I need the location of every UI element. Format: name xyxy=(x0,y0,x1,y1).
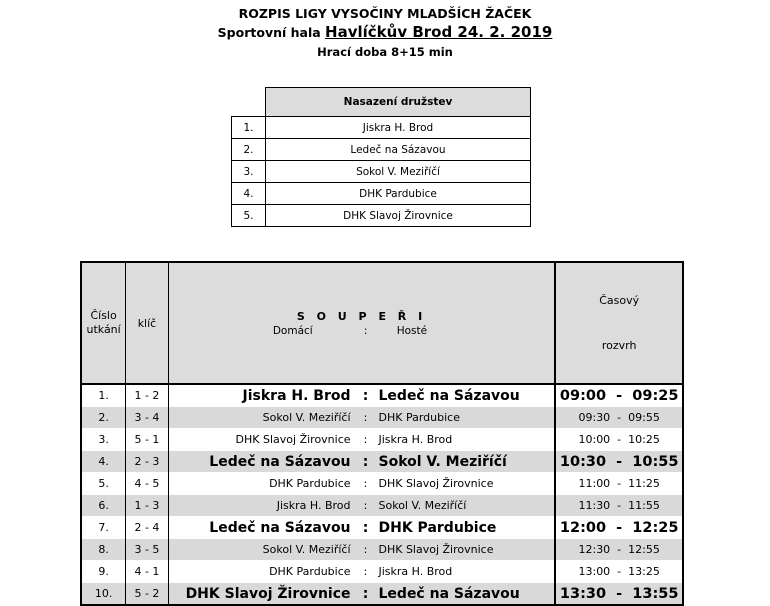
home-team: Ledeč na Sázavou xyxy=(168,517,354,539)
seeding-num: 1. xyxy=(232,117,266,139)
away-team: Ledeč na Sázavou xyxy=(377,384,556,407)
match-time: 10:00 - 10:25 xyxy=(555,429,683,451)
score-separator: : xyxy=(355,561,377,583)
match-number: 9. xyxy=(81,561,126,583)
match-number: 4. xyxy=(81,451,126,473)
seeding-team: Jiskra H. Brod xyxy=(266,117,531,139)
home-team: Ledeč na Sázavou xyxy=(168,451,354,473)
seeding-row xyxy=(232,183,531,205)
match-key: 3 - 4 xyxy=(126,407,168,429)
score-separator: : xyxy=(355,451,377,473)
header-time-line2: rozvrh xyxy=(601,339,637,352)
match-key: 2 - 3 xyxy=(126,451,168,473)
header-home-label: Domácí xyxy=(272,324,313,337)
home-team: DHK Pardubice xyxy=(168,473,354,495)
header-time xyxy=(555,262,683,384)
match-row xyxy=(81,517,683,539)
match-number: 8. xyxy=(81,539,126,561)
header-home xyxy=(169,325,355,337)
score-separator: : xyxy=(355,407,377,429)
header-colon: : xyxy=(363,324,368,337)
home-team: Sokol V. Meziříčí xyxy=(168,407,354,429)
match-row xyxy=(81,407,683,429)
score-separator: : xyxy=(355,517,377,539)
home-team: Jiskra H. Brod xyxy=(168,384,354,407)
match-row xyxy=(81,473,683,495)
match-number: 1. xyxy=(81,384,126,407)
score-separator: : xyxy=(355,429,377,451)
venue-prefix: Sportovní hala xyxy=(217,25,321,40)
seeding-row xyxy=(232,161,531,183)
match-number: 7. xyxy=(81,517,126,539)
match-row xyxy=(81,451,683,473)
match-key: 1 - 3 xyxy=(126,495,168,517)
seeding-team: Ledeč na Sázavou xyxy=(266,139,531,161)
header-opponents-title: S O U P E Ř I xyxy=(296,309,427,323)
venue-line xyxy=(0,23,770,41)
seeding-table xyxy=(231,87,531,227)
header-match-number xyxy=(81,262,126,384)
seeding-header-blank xyxy=(232,88,266,117)
match-row xyxy=(81,561,683,583)
seeding-title: Nasazení družstev xyxy=(266,88,531,117)
match-row xyxy=(81,429,683,451)
home-team: DHK Pardubice xyxy=(168,561,354,583)
away-team: Jiskra H. Brod xyxy=(377,561,556,583)
seeding-num: 3. xyxy=(232,161,266,183)
home-team: Sokol V. Meziříčí xyxy=(168,539,354,561)
match-number: 3. xyxy=(81,429,126,451)
away-team: DHK Slavoj Žirovnice xyxy=(377,539,556,561)
home-team: DHK Slavoj Žirovnice xyxy=(168,429,354,451)
seeding-team: DHK Slavoj Žirovnice xyxy=(266,205,531,227)
match-row xyxy=(81,495,683,517)
score-separator: : xyxy=(355,384,377,407)
seeding-team: Sokol V. Meziříčí xyxy=(266,161,531,183)
match-row xyxy=(81,539,683,561)
match-key: 2 - 4 xyxy=(126,517,168,539)
seeding-header-row xyxy=(232,88,531,117)
playtime-line: Hrací doba 8+15 min xyxy=(317,45,453,59)
seeding-num: 4. xyxy=(232,183,266,205)
match-time: 12:00 - 12:25 xyxy=(555,517,683,539)
match-time: 11:00 - 11:25 xyxy=(555,473,683,495)
header-opponents xyxy=(168,262,555,384)
document-title: ROZPIS LIGY VYSOČINY MLADŠÍCH ŽAČEK xyxy=(238,6,532,21)
seeding-num: 2. xyxy=(232,139,266,161)
match-time: 09:30 - 09:55 xyxy=(555,407,683,429)
score-separator: : xyxy=(355,495,377,517)
seeding-row xyxy=(232,139,531,161)
home-team: Jiskra H. Brod xyxy=(168,495,354,517)
seeding-row xyxy=(232,205,531,227)
match-key: 3 - 5 xyxy=(126,539,168,561)
score-separator: : xyxy=(355,473,377,495)
match-number: 5. xyxy=(81,473,126,495)
match-time: 10:30 - 10:55 xyxy=(555,451,683,473)
schedule-table xyxy=(80,261,684,606)
venue-place-date: Havlíčkův Brod 24. 2. 2019 xyxy=(325,23,553,41)
match-key: 4 - 5 xyxy=(126,473,168,495)
match-time: 12:30 - 12:55 xyxy=(555,539,683,561)
seeding-row xyxy=(232,117,531,139)
header-away: Hosté xyxy=(396,324,428,337)
seeding-team: DHK Pardubice xyxy=(266,183,531,205)
seeding-num: 5. xyxy=(232,205,266,227)
match-number: 10. xyxy=(81,583,126,606)
match-time: 13:00 - 13:25 xyxy=(555,561,683,583)
match-row xyxy=(81,384,683,407)
score-separator: : xyxy=(355,583,377,606)
match-number: 6. xyxy=(81,495,126,517)
match-number: 2. xyxy=(81,407,126,429)
away-team: Jiskra H. Brod xyxy=(377,429,556,451)
away-team: Sokol V. Meziříčí xyxy=(377,451,556,473)
header-time-line1: Časový xyxy=(599,294,640,307)
away-team: DHK Pardubice xyxy=(377,517,556,539)
home-team: DHK Slavoj Žirovnice xyxy=(168,583,354,606)
header-num-line1: Číslo xyxy=(90,309,117,322)
score-separator: : xyxy=(355,539,377,561)
match-key: 4 - 1 xyxy=(126,561,168,583)
header-num-line2: utkání xyxy=(86,323,121,336)
match-key: 5 - 1 xyxy=(126,429,168,451)
away-team: DHK Pardubice xyxy=(377,407,556,429)
match-time: 13:30 - 13:55 xyxy=(555,583,683,606)
match-row xyxy=(81,583,683,606)
match-key: 1 - 2 xyxy=(126,384,168,407)
match-time: 11:30 - 11:55 xyxy=(555,495,683,517)
away-team: Ledeč na Sázavou xyxy=(377,583,556,606)
away-team: DHK Slavoj Žirovnice xyxy=(377,473,556,495)
match-key: 5 - 2 xyxy=(126,583,168,606)
schedule-header-row xyxy=(81,262,683,384)
away-team: Sokol V. Meziříčí xyxy=(377,495,556,517)
match-time: 09:00 - 09:25 xyxy=(555,384,683,407)
header-opponents-sub xyxy=(169,325,555,337)
header-key: klíč xyxy=(126,262,168,384)
